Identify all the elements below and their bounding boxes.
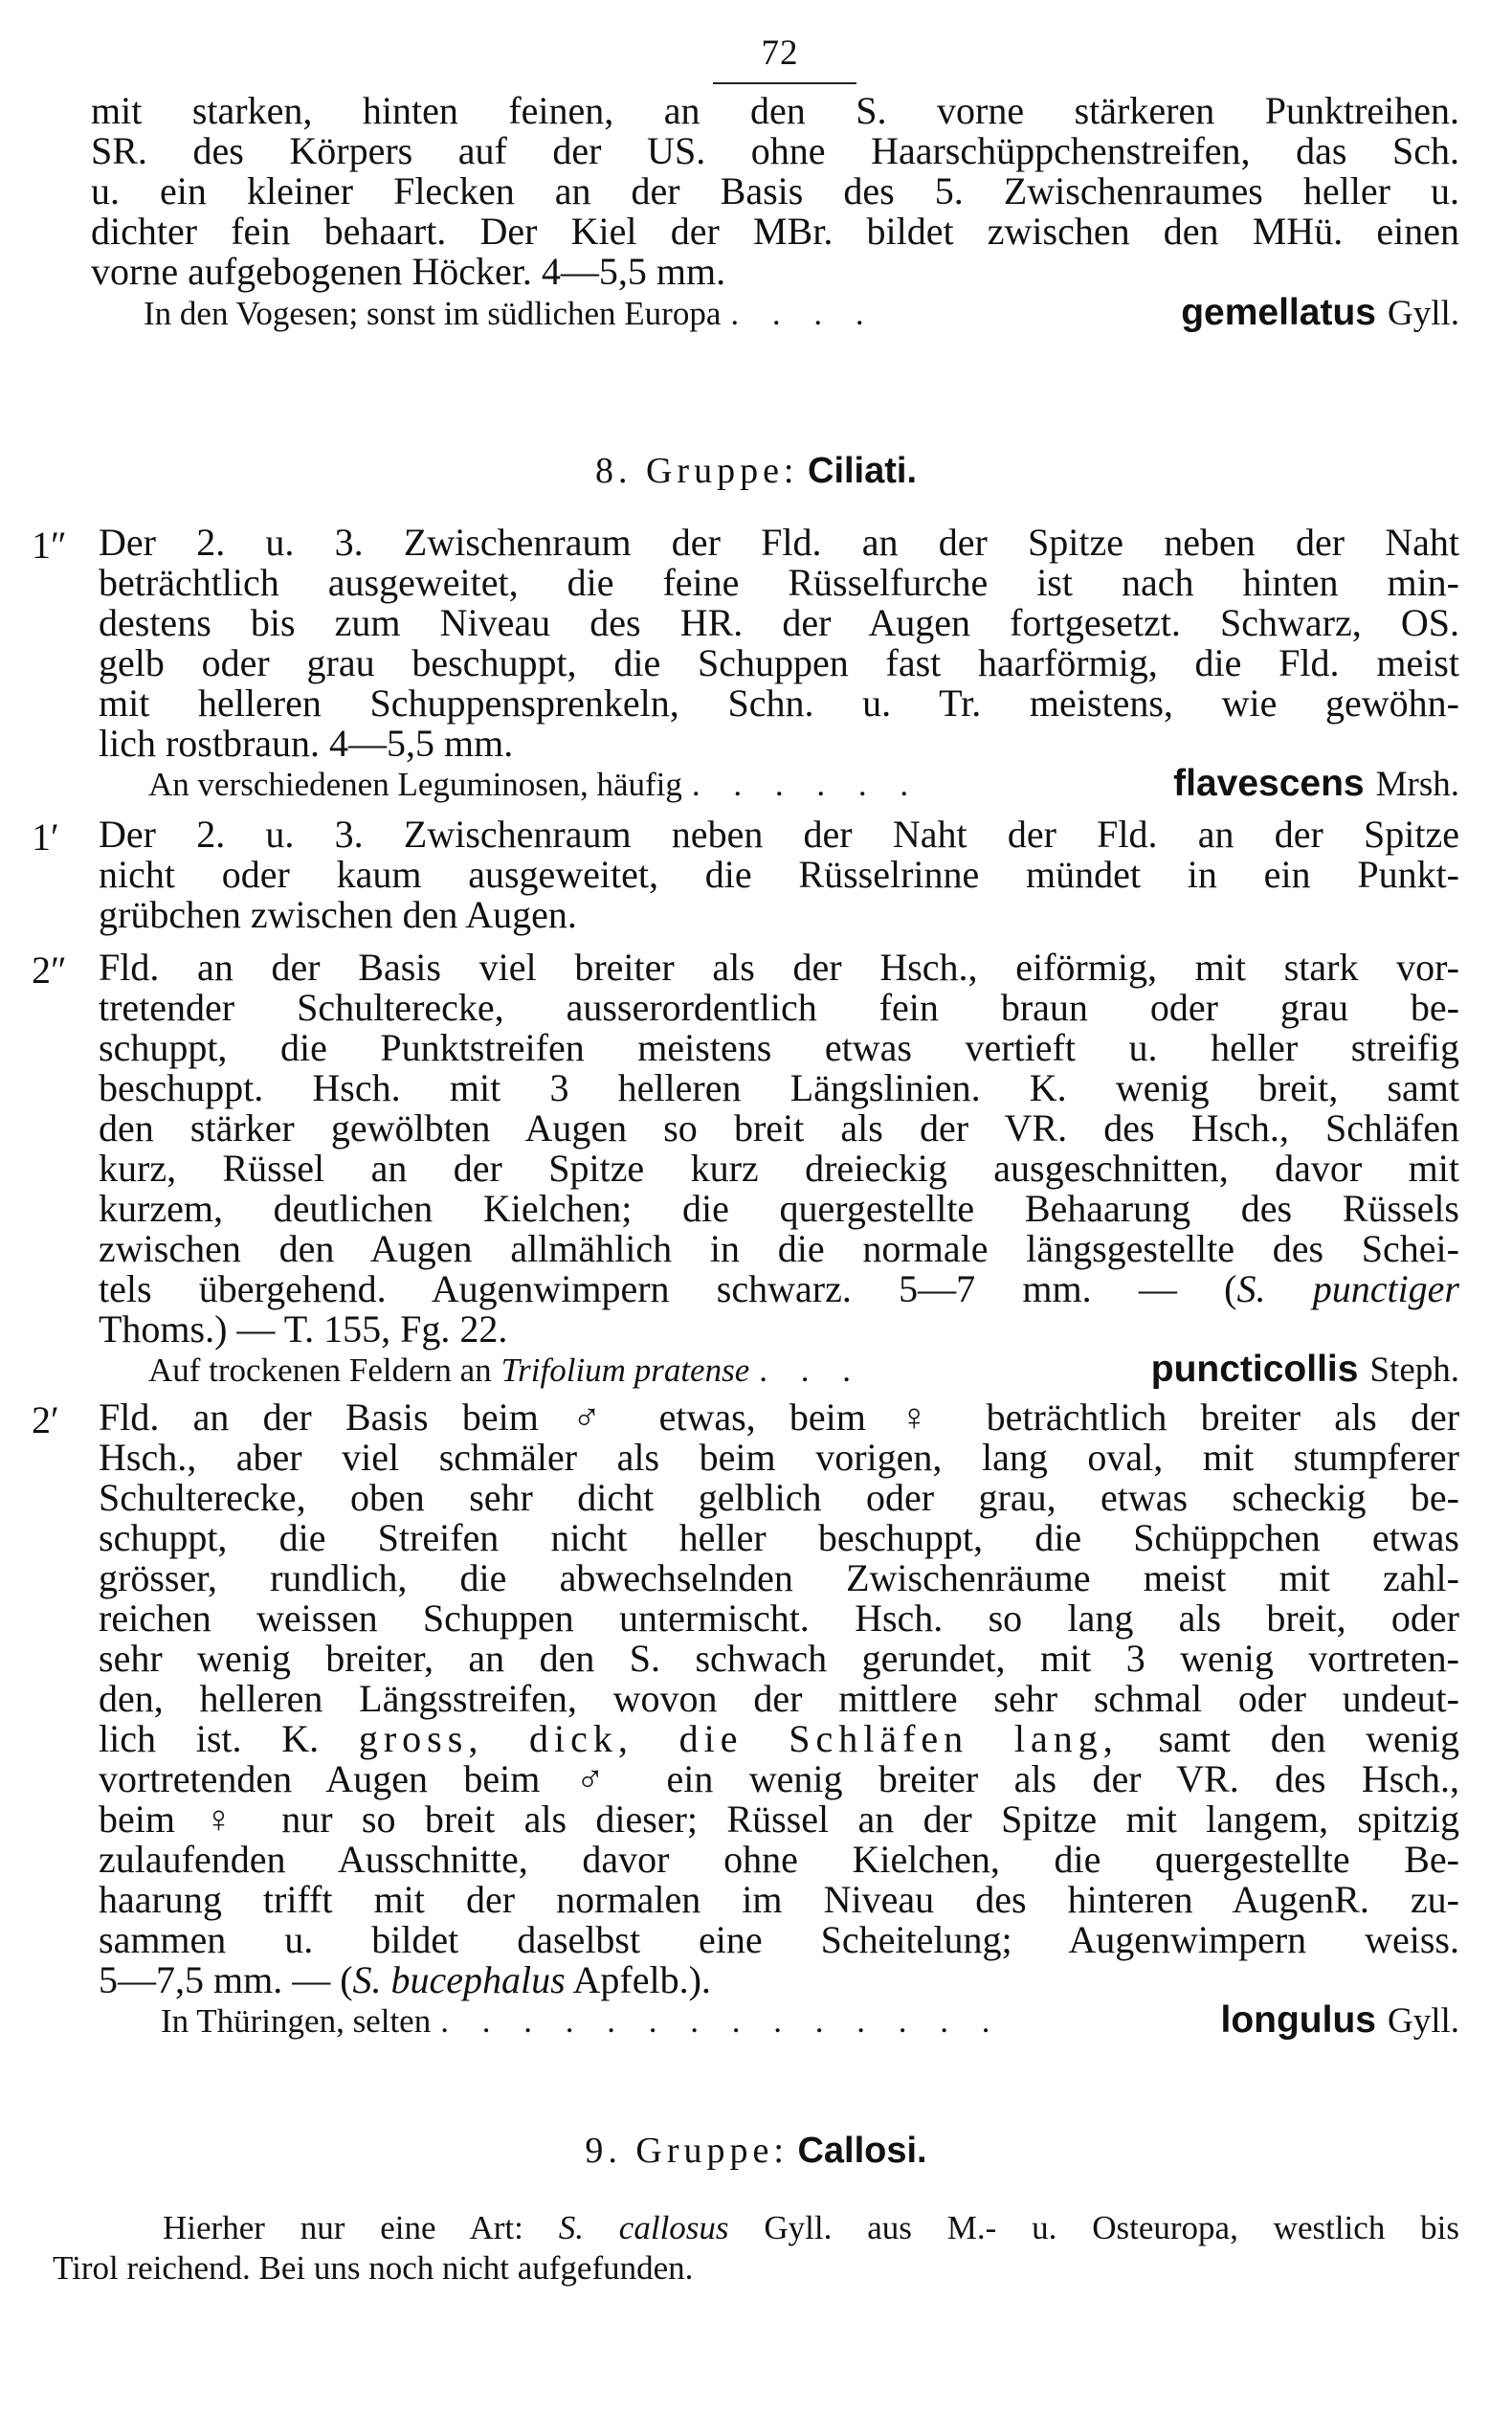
- key-1a-line-6: lich rostbraun. 4—5,5 mm.: [99, 722, 514, 765]
- plant-name: Trifolium pratense: [500, 1351, 750, 1389]
- species-author: Gyll.: [1387, 2001, 1459, 2041]
- key-2b-line-1: [99, 1397, 1459, 1438]
- group-8-heading: [0, 450, 1512, 492]
- key-2b-line-3: Schulterecke, oben sehr dicht gelblich oder grau, etwas scheckig be-: [99, 1476, 1459, 1519]
- line-text: Apfelb.).: [572, 1958, 711, 2001]
- line-text: beträchtlich breiter als der: [986, 1396, 1460, 1439]
- key-2a-line-5: den stärker gewölbten Augen so breit als der VR. des Hsch., Schläfen: [99, 1106, 1459, 1150]
- continuation-line-1: mit starken, hinten feinen, an den S. vorne stärkeren Punktreihen.: [91, 89, 1459, 132]
- line-text: lich ist. K.: [99, 1717, 320, 1760]
- leader-dots: . . . . . . . . . . . . . .: [440, 2002, 1003, 2040]
- locality-line-gemellatus: [144, 293, 1459, 334]
- key-1a-line-5: mit helleren Schuppensprenkeln, Schn. u. Tr. meistens, wie gewöhn-: [99, 681, 1459, 725]
- species-author: Steph.: [1369, 1351, 1459, 1390]
- species-name: gemellatus: [1181, 292, 1376, 333]
- header-rule: [713, 82, 856, 84]
- key-2b-line-15: [99, 1960, 711, 2000]
- key-1a-line-4: gelb oder grau beschuppt, die Schuppen fast haarförmig, die Fld. meist: [99, 641, 1459, 684]
- species-name: flavescens: [1173, 763, 1365, 804]
- key-1b-line-1: Der 2. u. 3. Zwischenraum neben der Naht der Fld. an der Spitze: [99, 813, 1459, 856]
- key-2b-line-9: [99, 1719, 1459, 1759]
- continuation-line-5: vorne aufgebogenen Höcker. 4—5,5 mm.: [91, 250, 726, 293]
- locality-line-longulus: [161, 2000, 1459, 2042]
- spaced-text: gross, dick, die Schläfen lang,: [358, 1717, 1119, 1760]
- key-2a-line-7: kurzem, deutlichen Kielchen; die quergestellte Behaarung des Rüssels: [99, 1187, 1459, 1230]
- line-text: vortretenden Augen beim: [99, 1757, 541, 1800]
- key-2a-line-4: beschuppt. Hsch. mit 3 helleren Längslinien. K. wenig breit, samt: [99, 1066, 1459, 1109]
- key-2b-line-10: [99, 1759, 1459, 1799]
- key-2b-line-5: grösser, rundlich, die abwechselnden Zwischenräume meist mit zahl-: [99, 1556, 1459, 1599]
- key-2a-line-10: Thoms.) — T. 155, Fg. 22.: [99, 1307, 508, 1351]
- key-2b-line-14: sammen u. bildet daselbst eine Scheitelung; Augenwimpern weiss.: [99, 1918, 1459, 1961]
- locality-line-flavescens: [148, 764, 1459, 805]
- key-2b-line-13: haarung trifft mit der normalen im Niveau des hinteren AugenR. zu-: [99, 1878, 1459, 1921]
- page-number: 72: [761, 33, 799, 73]
- key-2b-line-11: [99, 1799, 1459, 1840]
- key-2b-line-12: zulaufenden Ausschnitte, davor ohne Kielchen, die quergestellte Be-: [99, 1838, 1459, 1881]
- female-symbol: ♀: [204, 1798, 253, 1841]
- locality-line-puncticollis: [148, 1350, 1459, 1391]
- key-1a-line-2: beträchtlich ausgeweitet, die feine Rüsselfurche ist nach hinten min-: [99, 561, 1459, 604]
- key-1b-line-3: grübchen zwischen den Augen.: [99, 893, 577, 936]
- locality-text: In den Vogesen; sonst im südlichen Europa: [144, 295, 722, 332]
- line-text: 5—7,5 mm. — (: [99, 1958, 353, 2001]
- synonym-name: S. punctiger: [1236, 1267, 1459, 1310]
- key-number: 2″: [32, 949, 67, 992]
- line-text: nur so breit als dieser; Rüssel an der Spitze mit langem, spitzig: [281, 1798, 1460, 1841]
- key-2a-line-2: tretender Schulterecke, ausserordentlich fein braun oder grau be-: [99, 986, 1459, 1029]
- group-prefix: 8. Gruppe:: [594, 451, 799, 491]
- line-text: tels übergehend. Augenwimpern schwarz. 5—7 mm. — (: [99, 1267, 1237, 1310]
- male-symbol: ♂: [572, 1396, 626, 1439]
- continuation-line-3: u. ein kleiner Flecken an der Basis des 5. Zwischenraumes heller u.: [91, 169, 1459, 212]
- group-prefix: 9. Gruppe:: [585, 2131, 789, 2171]
- species-name: puncticollis: [1150, 1349, 1359, 1390]
- locality-text: Auf trockenen Feldern an: [148, 1351, 492, 1389]
- line-text: Gyll. aus M.- u. Osteuropa, westlich bis: [764, 2209, 1460, 2246]
- leader-dots: . . . .: [730, 295, 877, 332]
- male-symbol: ♂: [575, 1757, 632, 1800]
- key-2b-line-6: reichen weissen Schuppen untermischt. Hsch. so lang als breit, oder: [99, 1597, 1459, 1640]
- key-2a-line-6: kurz, Rüssel an der Spitze kurz dreieckig ausgeschnitten, davor mit: [99, 1147, 1459, 1190]
- species-author: Mrsh.: [1375, 765, 1459, 804]
- key-2b-line-8: den, helleren Längsstreifen, wovon der mittlere sehr schmal oder undeut-: [99, 1677, 1459, 1720]
- key-number: 2′: [32, 1398, 59, 1441]
- key-2b-line-7: sehr wenig breiter, an den S. schwach gerundet, mit 3 wenig vortreten-: [99, 1637, 1459, 1680]
- group-name: Ciliati.: [808, 451, 918, 491]
- line-text: Fld. an der Basis beim: [99, 1396, 539, 1439]
- key-2a-line-3: schuppt, die Punktstreifen meistens etwas vertieft u. heller streifig: [99, 1026, 1459, 1069]
- species-name: longulus: [1220, 1999, 1376, 2041]
- group-name: Callosi.: [797, 2131, 927, 2171]
- key-1a-line-1: Der 2. u. 3. Zwischenraum der Fld. an der Spitze neben der Naht: [99, 521, 1459, 564]
- continuation-line-2: SR. des Körpers auf der US. ohne Haarschüppchenstreifen, das Sch.: [91, 129, 1459, 172]
- female-symbol: ♀: [900, 1396, 953, 1439]
- key-2a-line-9: [99, 1269, 1459, 1309]
- key-2a-line-8: zwischen den Augen allmählich in die normale längsgestellte des Schei-: [99, 1227, 1459, 1270]
- synonym-name: S. bucephalus: [352, 1958, 566, 2001]
- key-1a-line-3: destens bis zum Niveau des HR. der Augen fortgesetzt. Schwarz, OS.: [99, 601, 1459, 644]
- key-2b-line-4: schuppt, die Streifen nicht heller beschuppt, die Schüppchen etwas: [99, 1516, 1459, 1559]
- locality-text: In Thüringen, selten: [161, 2002, 432, 2040]
- locality-text: An verschiedenen Leguminosen, häufig: [148, 766, 682, 803]
- leader-dots: . . .: [759, 1351, 863, 1389]
- key-1b-line-2: nicht oder kaum ausgeweitet, die Rüsselrinne mündet in ein Punkt-: [99, 853, 1459, 896]
- continuation-line-4: dichter fein behaart. Der Kiel der MBr. bildet zwischen den MHü. einen: [91, 210, 1459, 253]
- note-line-2: Tirol reichend. Bei uns noch nicht aufgefunden.: [53, 2249, 694, 2287]
- key-number: 1″: [32, 524, 67, 567]
- key-2a-line-1: Fld. an der Basis viel breiter als der Hsch., eiförmig, mit stark vor-: [99, 946, 1459, 989]
- line-text: beim: [99, 1798, 175, 1841]
- species-name: S. callosus: [558, 2209, 729, 2246]
- line-text: samt den wenig: [1158, 1717, 1460, 1760]
- leader-dots: . . . . . .: [691, 766, 922, 803]
- group-9-heading: [0, 2130, 1512, 2172]
- line-text: ein wenig breiter als der VR. des Hsch.,: [666, 1757, 1460, 1800]
- species-author: Gyll.: [1387, 294, 1459, 333]
- key-2b-line-2: Hsch., aber viel schmäler als beim vorigen, lang oval, mit stumpferer: [99, 1436, 1459, 1479]
- note-line-1: [163, 2208, 1459, 2248]
- line-text: etwas, beim: [658, 1396, 866, 1439]
- key-number: 1′: [32, 815, 59, 859]
- line-text: Hierher nur eine Art:: [163, 2209, 523, 2246]
